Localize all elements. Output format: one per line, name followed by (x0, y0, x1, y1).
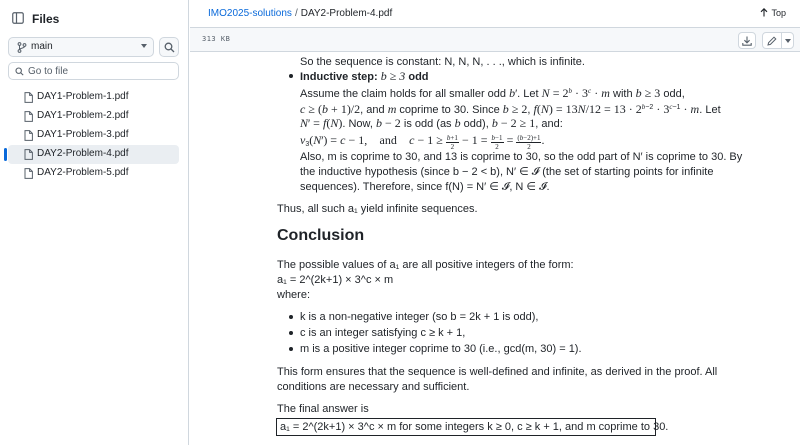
doc-line: the inductive hypothesis (since b − 2 < b), N′ ∈ 𝓘 (the set of starting points for infinite (300, 166, 714, 178)
file-name: DAY1-Problem-1.pdf (37, 91, 129, 102)
file-item[interactable] (8, 107, 179, 126)
pencil-icon (767, 36, 777, 46)
doc-line: Thus, all such a₁ yield infinite sequences. (277, 203, 478, 215)
list-item: c is an integer satisfying c ≥ k + 1, (300, 327, 466, 339)
file-list (8, 88, 179, 183)
sidebar-header (0, 0, 189, 36)
arrow-up-icon (760, 8, 768, 17)
text: odd), (460, 118, 492, 130)
branch-name: main (31, 41, 53, 52)
section-heading: Conclusion (277, 227, 365, 244)
file-icon (24, 130, 33, 141)
file-tree-sidebar (0, 0, 189, 445)
top-label: Top (771, 8, 786, 18)
fraction: $\frac{(b-2)+1}{2}$ (517, 134, 541, 151)
file-item[interactable] (8, 126, 179, 145)
download-icon (742, 36, 752, 46)
doc-line: This form ensures that the sequence is well-defined and infinite, as derived in the proof. All (277, 366, 718, 378)
file-item[interactable] (8, 88, 179, 107)
file-size: 313 KB (202, 35, 231, 43)
doc-line: conditions are necessary and sufficient. (277, 381, 470, 393)
sidebar-title: Files (32, 12, 60, 26)
doc-line-formula: a₁ = 2^(2k+1) × 3^c × m (277, 274, 394, 286)
text: , and: (535, 118, 563, 130)
chevron-down-icon (141, 44, 147, 48)
breadcrumb-separator: / (294, 8, 298, 19)
file-name: DAY1-Problem-2.pdf (37, 110, 129, 121)
doc-line: c ≥ (b + 1)/2, and m coprime to 30. Since b ≥ 2, $f(N) = 13N/12 = 13 \cdot 2^{b-2} \cdot 3^{c-1} \cdot m$. Let (300, 102, 721, 116)
git-branch-icon (17, 42, 27, 53)
text: and (379, 133, 397, 147)
bullet (289, 347, 293, 351)
file-name: DAY2-Problem-4.pdf (37, 148, 129, 159)
text: is odd (as (400, 118, 455, 130)
file-toolbar (190, 27, 800, 52)
fraction: $\frac{b-1}{2}$ (491, 134, 503, 151)
text: coprime to 30. Since (396, 104, 503, 116)
search-button[interactable] (159, 37, 179, 57)
doc-line-equation: $\nu_3(N') = c - 1$, and c − 1 ≥ $\frac{b+1}{2}$ − 1 = $\frac{b-1}{2}$ = $\frac{(b-2)+1}{2}$ . (300, 133, 545, 151)
active-indicator (4, 148, 7, 161)
fraction: $\frac{b+1}{2}$ (446, 134, 458, 151)
doc-line: The final answer is (277, 403, 369, 415)
doc-line: where: (277, 289, 311, 301)
divider (781, 33, 782, 48)
final-answer: a₁ = 2^(2k+1) × 3^c × m for some integers k ≥ 0, c ≥ k + 1, and m coprime to 30. (280, 421, 669, 433)
breadcrumb-file: DAY2-Problem-4.pdf (300, 8, 393, 19)
file-icon (24, 92, 33, 103)
file-icon (24, 111, 33, 122)
chevron-down-icon[interactable] (785, 39, 791, 43)
file-header (190, 0, 800, 27)
top-button[interactable] (760, 8, 786, 18)
branch-selector[interactable] (8, 37, 154, 57)
file-item-active[interactable] (8, 145, 179, 164)
inductive-odd: odd (408, 71, 429, 83)
text: Assume the claim holds for all smaller odd (300, 88, 510, 100)
file-icon (24, 149, 33, 160)
list-item: k is a non-negative integer (so b = 2k + 1 is odd), (300, 311, 539, 323)
text: . Let (517, 88, 542, 100)
bullet (289, 74, 293, 78)
bullet (289, 331, 293, 335)
doc-line: N′ = f(N). Now, b − 2 is odd (as b odd), b − 2 ≥ 1, and: (300, 116, 563, 130)
edit-button-group[interactable] (762, 32, 794, 49)
breadcrumb-repo-link[interactable]: IMO2025-solutions (208, 8, 292, 19)
go-to-file-input[interactable] (28, 64, 173, 78)
file-name: DAY2-Problem-5.pdf (37, 167, 129, 178)
text: . Let (699, 104, 721, 116)
pdf-viewer (190, 53, 800, 445)
doc-line: So the sequence is constant: N, N, N, . . ., which is infinite. (300, 56, 585, 68)
inductive-label: Inductive step: (300, 71, 378, 83)
file-name: DAY1-Problem-3.pdf (37, 129, 129, 140)
doc-line-inductive (300, 69, 429, 84)
doc-line: Also, m is coprime to 30, and 13 is coprime to 30, so the odd part of N′ is coprime to 30. By (300, 151, 743, 163)
text: . Now, (342, 118, 376, 130)
breadcrumb (208, 8, 392, 19)
search-icon (15, 67, 24, 76)
doc-line: Assume the claim holds for all smaller odd b′. Let $N = 2^b \cdot 3^c \cdot m$ with b ≥ 3 odd, (300, 86, 685, 100)
search-icon (164, 42, 175, 53)
list-item: m is a positive integer coprime to 30 (i.e., gcd(m, 30) = 1). (300, 343, 582, 355)
doc-line: sequences). Therefore, since f(N) = N′ ∈ 𝓘, N ∈ 𝓘. (300, 181, 550, 193)
text: , and (360, 104, 388, 116)
file-item[interactable] (8, 164, 179, 183)
math: b ≥ 3 (380, 69, 406, 83)
sidebar-collapse-icon[interactable] (12, 12, 24, 24)
bullet (289, 315, 293, 319)
file-icon (24, 168, 33, 179)
text: , (527, 104, 534, 116)
text: odd, (660, 88, 685, 100)
download-button[interactable] (738, 32, 756, 49)
text: with (609, 88, 636, 100)
doc-line: The possible values of a₁ are all positive integers of the form: (277, 259, 574, 271)
go-to-file-field[interactable] (8, 62, 179, 80)
